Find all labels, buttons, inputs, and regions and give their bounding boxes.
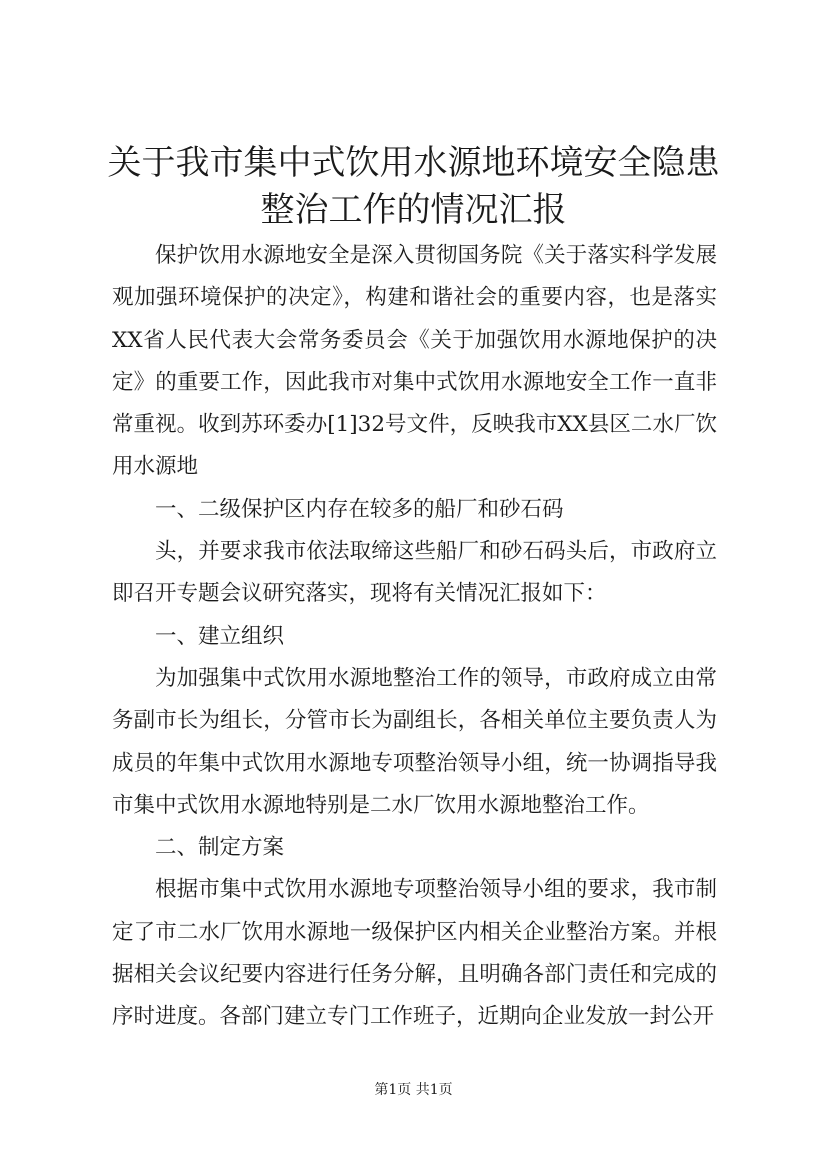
paragraph-intro: 保护饮用水源地安全是深入贯彻国务院《关于落实科学发展观加强环境保护的决定》，构建和谐社会的重要内容，也是落实XX省人民代表大会常务委员会《关于加强饮用水源地保护的决定》的重要工作，因此我市对集中式饮用水源地安全工作一直非常重视。收到苏环委办[1]32号文件，反映我市XX县区二水厂饮用水源地 <box>112 243 717 480</box>
paragraph-organization: 为加强集中式饮用水源地整治工作的领导，市政府成立由常务副市长为组长，分管市长为副组长，各相关单位主要负责人为成员的年集中式饮用水源地专项整治领导小组，统一协调指导我市集中式饮用水源地特别是二水厂饮用水源地整治工作。 <box>112 665 717 818</box>
section-heading-organization: 一、建立组织 <box>155 623 285 649</box>
section-heading-plan: 二、制定方案 <box>155 835 285 861</box>
document-title: 关于我市集中式饮用水源地环境安全隐患整治工作的情况汇报 <box>107 143 720 230</box>
paragraph-request: 头，并要求我市依法取缔这些船厂和砂石码头后，市政府立即召开专题会议研究落实，现将有关情况汇报如下： <box>112 539 717 607</box>
paragraph-plan: 根据市集中式饮用水源地专项整治领导小组的要求，我市制定了市二水厂饮用水源地一级保护区内相关企业整治方案。并根据相关会议纪要内容进行任务分解，且明确各部门责任和完成的序时进度。各部门建立专门工作班子，近期向企业发放一封公开 <box>112 877 717 1030</box>
document-body <box>112 235 717 1039</box>
page-footer: 第1页 共1页 <box>374 1082 453 1098</box>
paragraph-protection-zone: 一、二级保护区内存在较多的船厂和砂石码 <box>155 496 564 522</box>
